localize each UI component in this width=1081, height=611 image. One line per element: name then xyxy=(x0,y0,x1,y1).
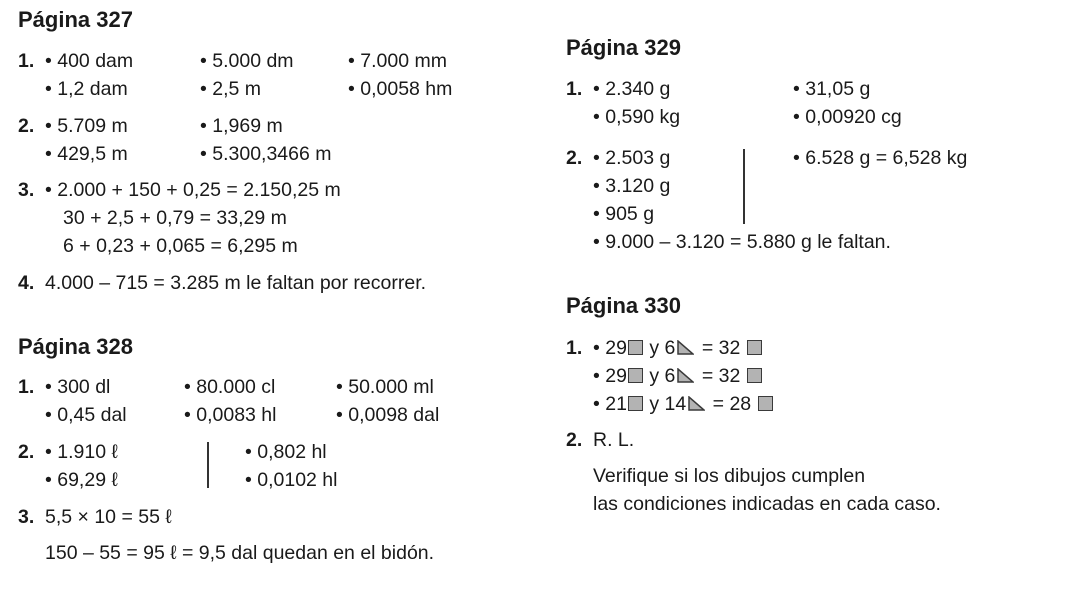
p328-q2-number: 2. xyxy=(18,441,35,463)
square-icon xyxy=(747,368,762,383)
column-divider xyxy=(207,442,209,488)
p329-q2-item: • 905 g xyxy=(593,203,655,225)
square-icon xyxy=(628,368,643,383)
p330-q1-number: 1. xyxy=(566,337,583,359)
p329-q1-item: • 0,590 kg xyxy=(593,106,681,128)
page-328-title: Página 328 xyxy=(18,334,133,359)
p329-q2-item: • 2.503 g xyxy=(593,147,671,169)
p327-q4-number: 4. xyxy=(18,272,35,294)
p327-q1-item: • 7.000 mm xyxy=(348,50,447,72)
shape-equation-row xyxy=(593,367,763,387)
p328-q1-item: • 0,0083 hl xyxy=(184,404,277,426)
p327-q1-number: 1. xyxy=(18,50,35,72)
equation-result: = 32 xyxy=(701,337,741,359)
p328-q3-line: 5,5 × 10 = 55 ℓ xyxy=(45,506,172,528)
bullet: • xyxy=(593,393,600,415)
p328-q1-item: • 0,45 dal xyxy=(45,404,127,426)
square-icon xyxy=(747,340,762,355)
right-triangle-icon xyxy=(688,396,705,411)
p328-q3-line: 150 – 55 = 95 ℓ = 9,5 dal quedan en el bidón. xyxy=(45,542,435,564)
p330-q2-note: Verifique si los dibujos cumplen xyxy=(593,465,866,487)
equation-result: = 28 xyxy=(712,393,752,415)
equation-middle: y 6 xyxy=(649,337,676,359)
shape-equation-row xyxy=(593,339,763,359)
p329-q1-item: • 31,05 g xyxy=(793,78,871,100)
p328-q2-item: • 0,802 hl xyxy=(245,441,327,463)
p327-q1-item: • 2,5 m xyxy=(200,78,262,100)
shape-equation-row xyxy=(593,395,774,415)
p328-q2-item: • 69,29 ℓ xyxy=(45,469,118,491)
p329-q2-item: • 9.000 – 3.120 = 5.880 g le faltan. xyxy=(593,231,891,253)
p329-q1-item: • 0,00920 cg xyxy=(793,106,902,128)
p329-q2-number: 2. xyxy=(566,147,583,169)
p330-q2-number: 2. xyxy=(566,429,583,451)
square-icon xyxy=(628,340,643,355)
equation-number: 21 xyxy=(605,393,627,415)
p327-q3-line: • 2.000 + 150 + 0,25 = 2.150,25 m xyxy=(45,179,341,201)
equation-number: 29 xyxy=(605,337,627,359)
p327-q1-item: • 1,2 dam xyxy=(45,78,128,100)
p327-q2-item: • 429,5 m xyxy=(45,143,128,165)
p327-q2-item: • 1,969 m xyxy=(200,115,283,137)
p328-q1-item: • 0,0098 dal xyxy=(336,404,440,426)
bullet: • xyxy=(593,365,600,387)
equation-middle: y 6 xyxy=(649,365,676,387)
p327-q1-item: • 5.000 dm xyxy=(200,50,294,72)
right-triangle-icon xyxy=(677,368,694,383)
page-329-title: Página 329 xyxy=(566,35,681,60)
p330-q2-text: R. L. xyxy=(593,429,635,451)
p328-q1-item: • 50.000 ml xyxy=(336,376,434,398)
p328-q2-item: • 0,0102 hl xyxy=(245,469,338,491)
p327-q2-item: • 5.709 m xyxy=(45,115,128,137)
square-icon xyxy=(628,396,643,411)
right-triangle-icon xyxy=(677,340,694,355)
p327-q3-line: 6 + 0,23 + 0,065 = 6,295 m xyxy=(63,235,298,257)
p327-q3-line: 30 + 2,5 + 0,79 = 33,29 m xyxy=(63,207,287,229)
p329-q1-item: • 2.340 g xyxy=(593,78,671,100)
p327-q2-number: 2. xyxy=(18,115,35,137)
p329-q1-number: 1. xyxy=(566,78,583,100)
p327-q2-item: • 5.300,3466 m xyxy=(200,143,332,165)
equation-middle: y 14 xyxy=(649,393,687,415)
p327-q1-item: • 400 dam xyxy=(45,50,134,72)
page-327-title: Página 327 xyxy=(18,7,133,32)
p328-q2-item: • 1.910 ℓ xyxy=(45,441,118,463)
p329-q2-item: • 3.120 g xyxy=(593,175,671,197)
p328-q3-number: 3. xyxy=(18,506,35,528)
bullet: • xyxy=(593,337,600,359)
p330-q2-note: las condiciones indicadas en cada caso. xyxy=(593,493,941,515)
square-icon xyxy=(758,396,773,411)
page-330-title: Página 330 xyxy=(566,293,681,318)
p327-q1-item: • 0,0058 hm xyxy=(348,78,453,100)
equation-number: 29 xyxy=(605,365,627,387)
p328-q1-number: 1. xyxy=(18,376,35,398)
p327-q4-text: 4.000 – 715 = 3.285 m le faltan por recorrer. xyxy=(45,272,427,294)
p328-q1-item: • 80.000 cl xyxy=(184,376,276,398)
column-divider xyxy=(743,149,745,224)
p328-q1-item: • 300 dl xyxy=(45,376,111,398)
p329-q2-item: • 6.528 g = 6,528 kg xyxy=(793,147,968,169)
equation-result: = 32 xyxy=(701,365,741,387)
p327-q3-number: 3. xyxy=(18,179,35,201)
